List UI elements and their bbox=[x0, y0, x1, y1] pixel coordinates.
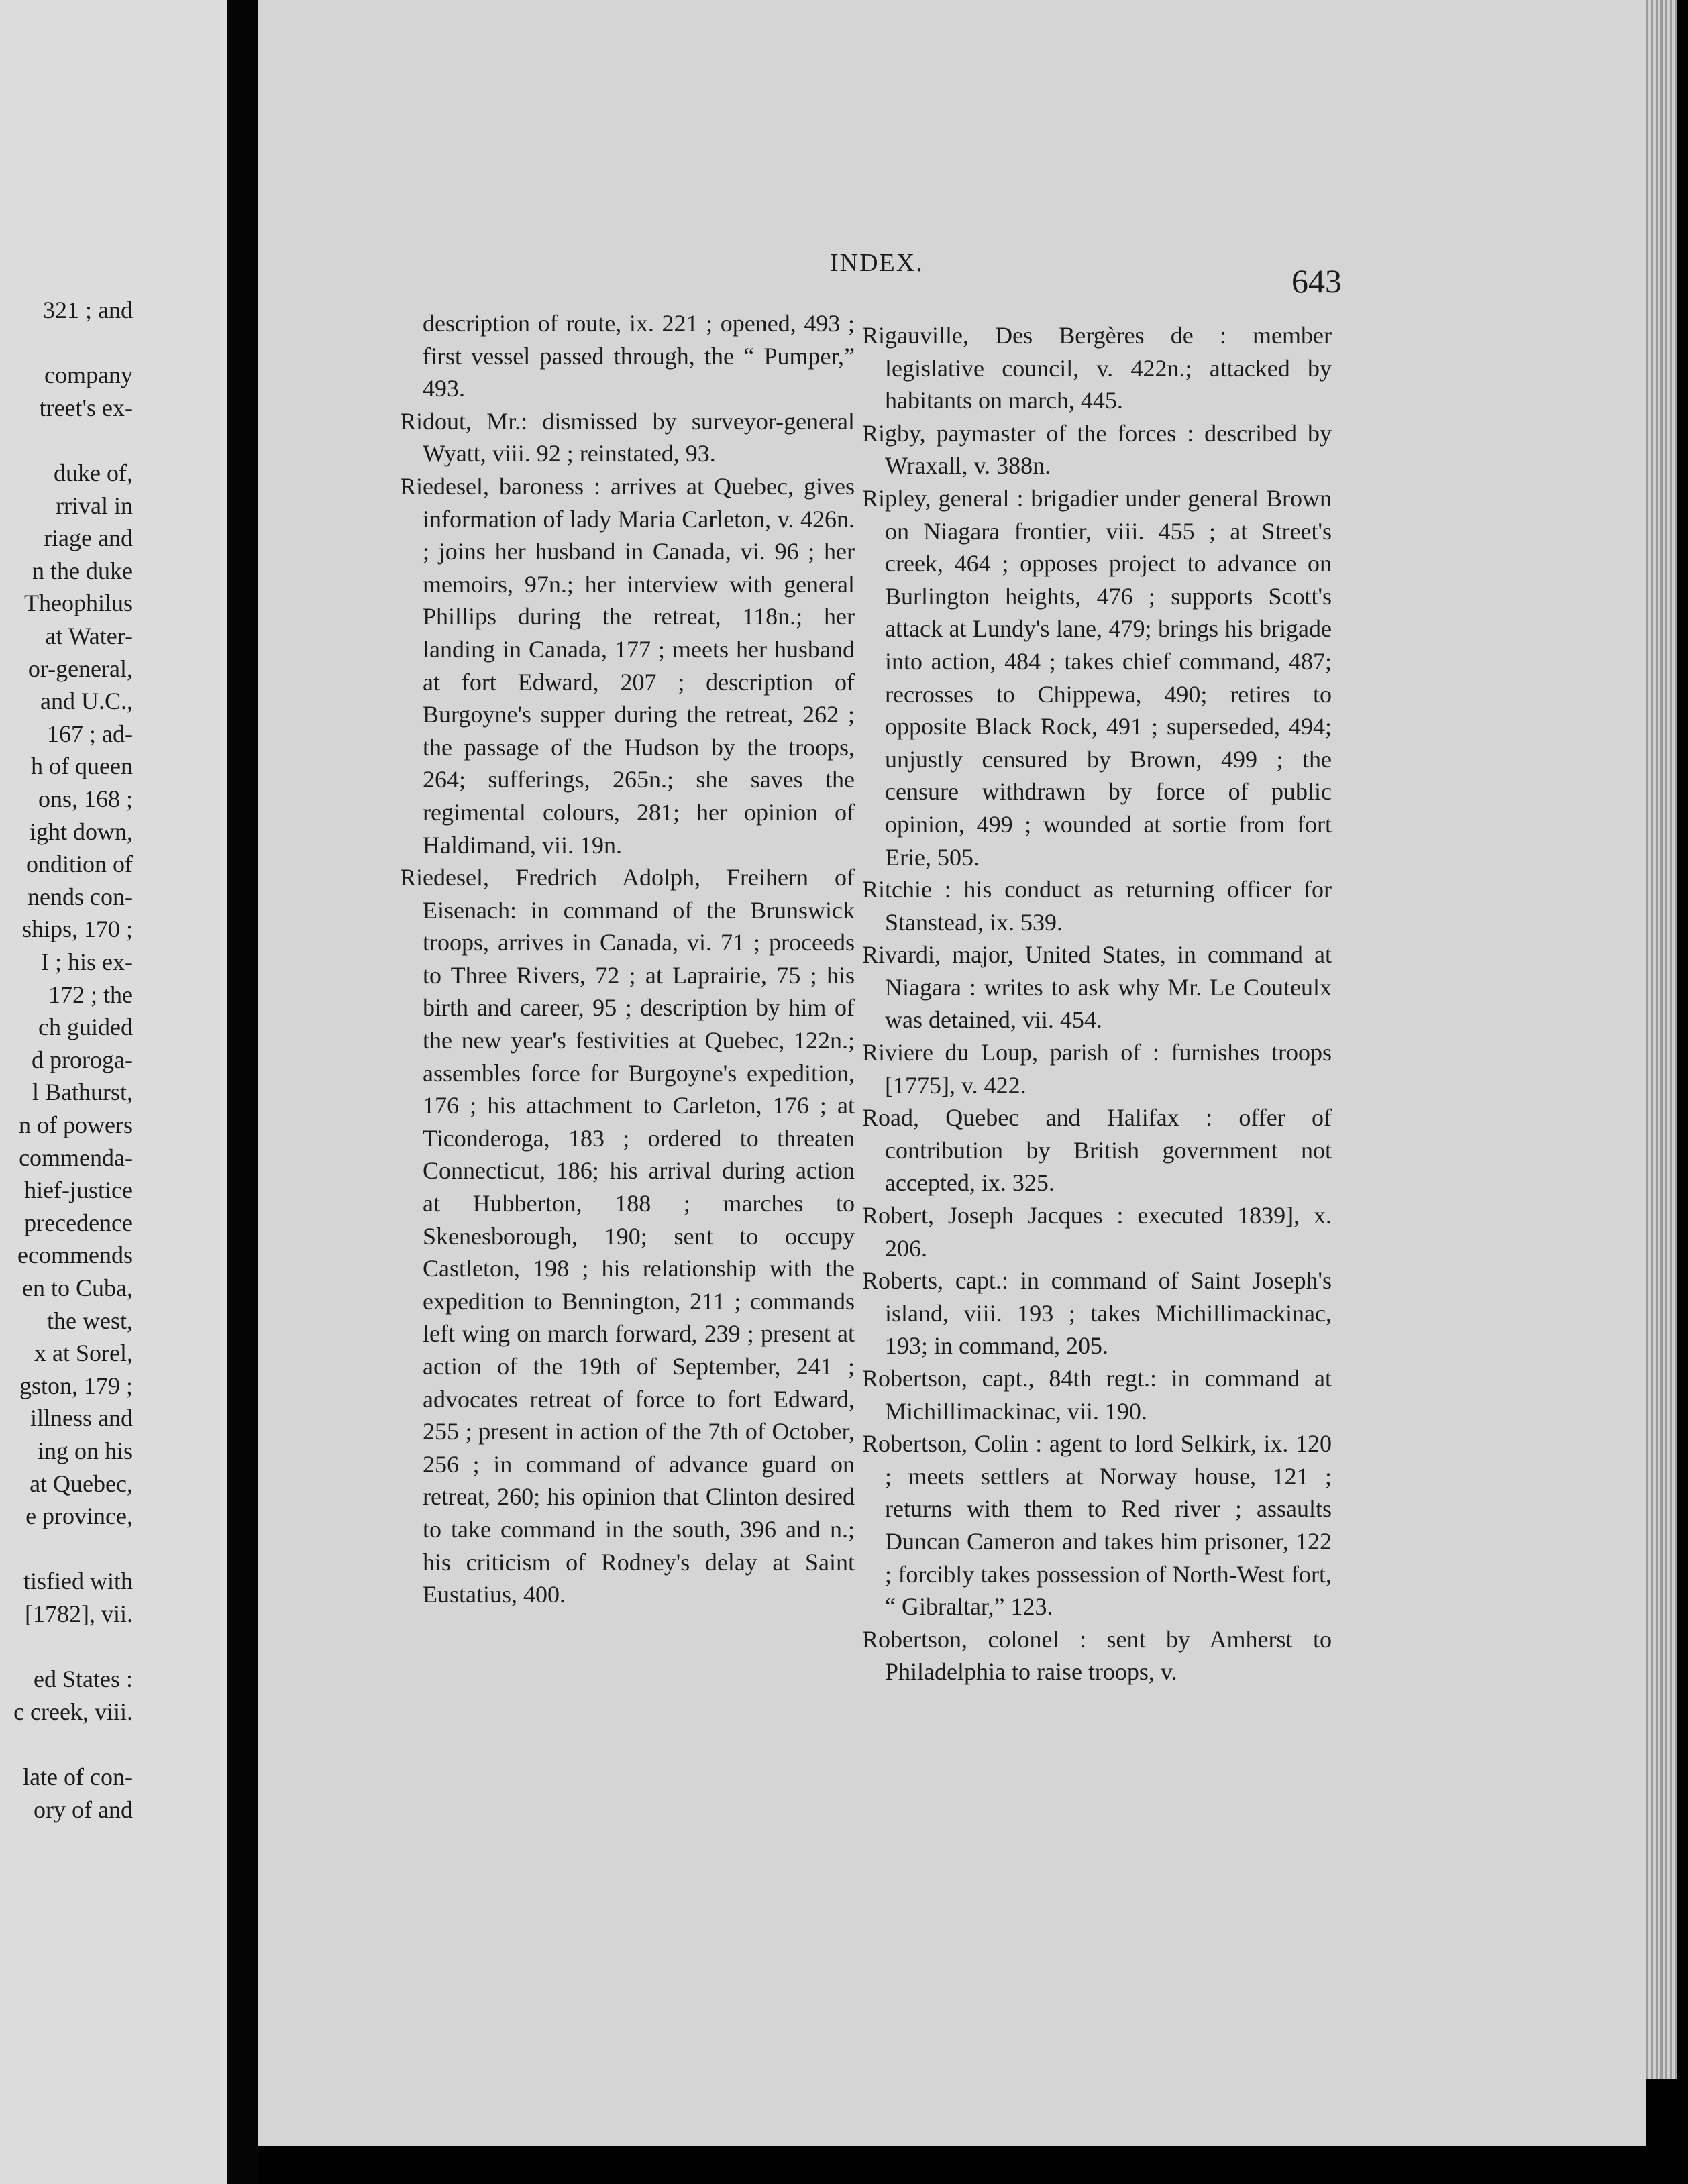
facing-page-line: l Bathurst, bbox=[32, 1079, 133, 1106]
index-entry: Riedesel, Fredrich Adolph, Freihern of Eisenach: in command of the Brunswick troops, arrives in Canada, vi. 71 ; proceeds to Three Rivers, 72 ; at Laprairie, 75 ; his birth and career, 95 ; description by him of the new year's festivities at Quebec, 122n.; assembles force for Burgoyne's expedition, 176 ; his attachment to Carleton, 176 ; at Ticonderoga, 183 ; ordered to threaten Connecticut, 186; his arrival during action at Hubberton, 188 ; marches to Skenesborough, 190; sent to occupy Castleton, 198 ; his relationship with the expedition to Bennington, 211 ; commands left wing on march forward, 239 ; present at action of the 19th of September, 241 ; advocates retreat of force to fort Edward, 255 ; present in action of the 7th of October, 256 ; in command of advance guard on retreat, 260; his opinion that Clinton desired to take command in the south, 396 and n.; his criticism of Rodney's delay at Saint Eustatius, 400. bbox=[400, 864, 855, 1608]
facing-page-line: ships, 170 ; bbox=[21, 916, 133, 943]
index-entry: Robertson, colonel : sent by Amherst to Philadelphia to raise troops, v. bbox=[862, 1625, 1332, 1686]
index-entry: Rigauville, Des Bergères de : member legislative council, v. 422n.; attacked by habitants on march, 445. bbox=[862, 322, 1332, 415]
page-number: 643 bbox=[1291, 262, 1342, 300]
facing-page-line: [1782], vii. bbox=[25, 1600, 133, 1627]
facing-page-line: ed States : bbox=[34, 1666, 133, 1693]
facing-page-line: precedence bbox=[24, 1209, 133, 1236]
index-entry: Ridout, Mr.: dismissed by surveyor-general Wyatt, viii. 92 ; reinstated, 93. bbox=[400, 407, 855, 468]
facing-page-line: e province, bbox=[25, 1503, 133, 1530]
facing-page-line: company bbox=[44, 362, 133, 389]
facing-page-line: 321 ; and bbox=[43, 296, 133, 323]
facing-page-line: commenda- bbox=[19, 1144, 133, 1171]
index-column-left bbox=[400, 307, 855, 1611]
facing-page bbox=[0, 0, 227, 2184]
facing-page-line: 167 ; ad- bbox=[47, 720, 133, 747]
facing-page-line: n of powers bbox=[19, 1111, 133, 1138]
facing-page-line: en to Cuba, bbox=[22, 1274, 133, 1301]
facing-page-line: d proroga- bbox=[32, 1046, 133, 1073]
book-gutter bbox=[227, 0, 258, 2184]
facing-page-line: gston, 179 ; bbox=[19, 1372, 133, 1399]
index-entry: Robertson, capt., 84th regt.: in command at Michillimackinac, vii. 190. bbox=[862, 1365, 1332, 1425]
facing-page-line: at Water- bbox=[45, 622, 133, 649]
facing-page-line: or-general, bbox=[28, 655, 133, 682]
index-entry: Ritchie : his conduct as returning officer for Stanstead, ix. 539. bbox=[862, 876, 1332, 936]
facing-page-line: ecommends bbox=[17, 1242, 133, 1269]
index-entry: Rivardi, major, United States, in command at Niagara : writes to ask why Mr. Le Couteulx was detained, vii. 454. bbox=[862, 941, 1332, 1034]
facing-page-line: ondition of bbox=[26, 851, 133, 878]
facing-page-line: the west, bbox=[47, 1307, 133, 1334]
facing-page-line: ons, 168 ; bbox=[38, 785, 133, 812]
index-entry: Roberts, capt.: in command of Saint Joseph's island, viii. 193 ; takes Michillimackinac, 193; in command, 205. bbox=[862, 1267, 1332, 1360]
facing-page-line: and U.C., bbox=[40, 688, 133, 715]
facing-page-line: x at Sorel, bbox=[34, 1340, 133, 1367]
index-entry: description of route, ix. 221 ; opened, 493 ; first vessel passed through, the “ Pumper,” 493. bbox=[423, 310, 855, 402]
facing-page-line: ory of and bbox=[34, 1796, 133, 1823]
facing-page-line: nends con- bbox=[28, 883, 133, 910]
facing-page-line: riage and bbox=[44, 525, 133, 552]
facing-page-line: n the duke bbox=[32, 557, 133, 584]
facing-page-line: ight down, bbox=[29, 818, 133, 845]
index-entry: Robert, Joseph Jacques : executed 1839], x. 206. bbox=[862, 1202, 1332, 1262]
index-column-right bbox=[862, 319, 1332, 1688]
facing-page-line: Theophilus bbox=[24, 590, 133, 617]
facing-page-line: I ; his ex- bbox=[41, 948, 133, 975]
index-entry: Riedesel, baroness : arrives at Quebec, gives information of lady Maria Carleton, v. 426n. ; joins her husband in Canada, vi. 96 ; her memoirs, 97n.; her interview with general Phillips during the retreat, 118n.; her landing in Canada, 177 ; meets her husband at fort Edward, 207 ; description of Burgoyne's supper during the retreat, 262 ; the passage of the Hudson by the troops, 264; sufferings, 265n.; she saves the regimental colours, 281; her opinion of Haldimand, vii. 19n. bbox=[400, 472, 855, 859]
index-entry: Riviere du Loup, parish of : furnishes troops [1775], v. 422. bbox=[862, 1039, 1332, 1099]
running-head: INDEX. bbox=[830, 249, 924, 277]
facing-page-line: duke of, bbox=[54, 459, 133, 486]
facing-page-line: at Quebec, bbox=[30, 1470, 133, 1497]
index-entry: Rigby, paymaster of the forces : described by Wraxall, v. 388n. bbox=[862, 419, 1332, 480]
facing-page-line: treet's ex- bbox=[39, 394, 133, 421]
page-edges bbox=[1646, 0, 1677, 2079]
facing-page-line: ing on his bbox=[37, 1437, 133, 1464]
facing-page-line: late of con- bbox=[23, 1763, 133, 1790]
facing-page-line: hief-justice bbox=[24, 1177, 133, 1204]
facing-page-line: 172 ; the bbox=[48, 981, 133, 1008]
facing-page-line: rrival in bbox=[56, 492, 133, 519]
facing-page-line: ch guided bbox=[38, 1014, 133, 1041]
facing-page-line: tisfied with bbox=[23, 1568, 133, 1595]
facing-page-line: c creek, viii. bbox=[13, 1698, 133, 1725]
index-entry: Road, Quebec and Halifax : offer of contribution by British government not accepted, ix. 325. bbox=[862, 1104, 1332, 1197]
index-entry: Ripley, general : brigadier under general Brown on Niagara frontier, viii. 455 ; at Street's creek, 464 ; opposes project to advance on Burlington heights, 476 ; supports Scott's attack at Lundy's lane, 479; brings his brigade into action, 484 ; takes chief command, 487; recrosses to Chippewa, 490; retires to opposite Black Rock, 491 ; superseded, 494; unjustly censured by Brown, 499 ; the censure withdrawn by force of public opinion, 499 ; wounded at sortie from fort Erie, 505. bbox=[862, 484, 1332, 871]
facing-page-line: illness and bbox=[30, 1405, 133, 1432]
facing-page-line: h of queen bbox=[31, 753, 133, 780]
index-entry: Robertson, Colin : agent to lord Selkirk, ix. 120 ; meets settlers at Norway house, 121 ; returns with them to Red river ; assaults Duncan Cameron and takes him prisoner, 122 ; forcibly takes possession of North-West fort, “ Gibraltar,” 123. bbox=[862, 1430, 1332, 1621]
